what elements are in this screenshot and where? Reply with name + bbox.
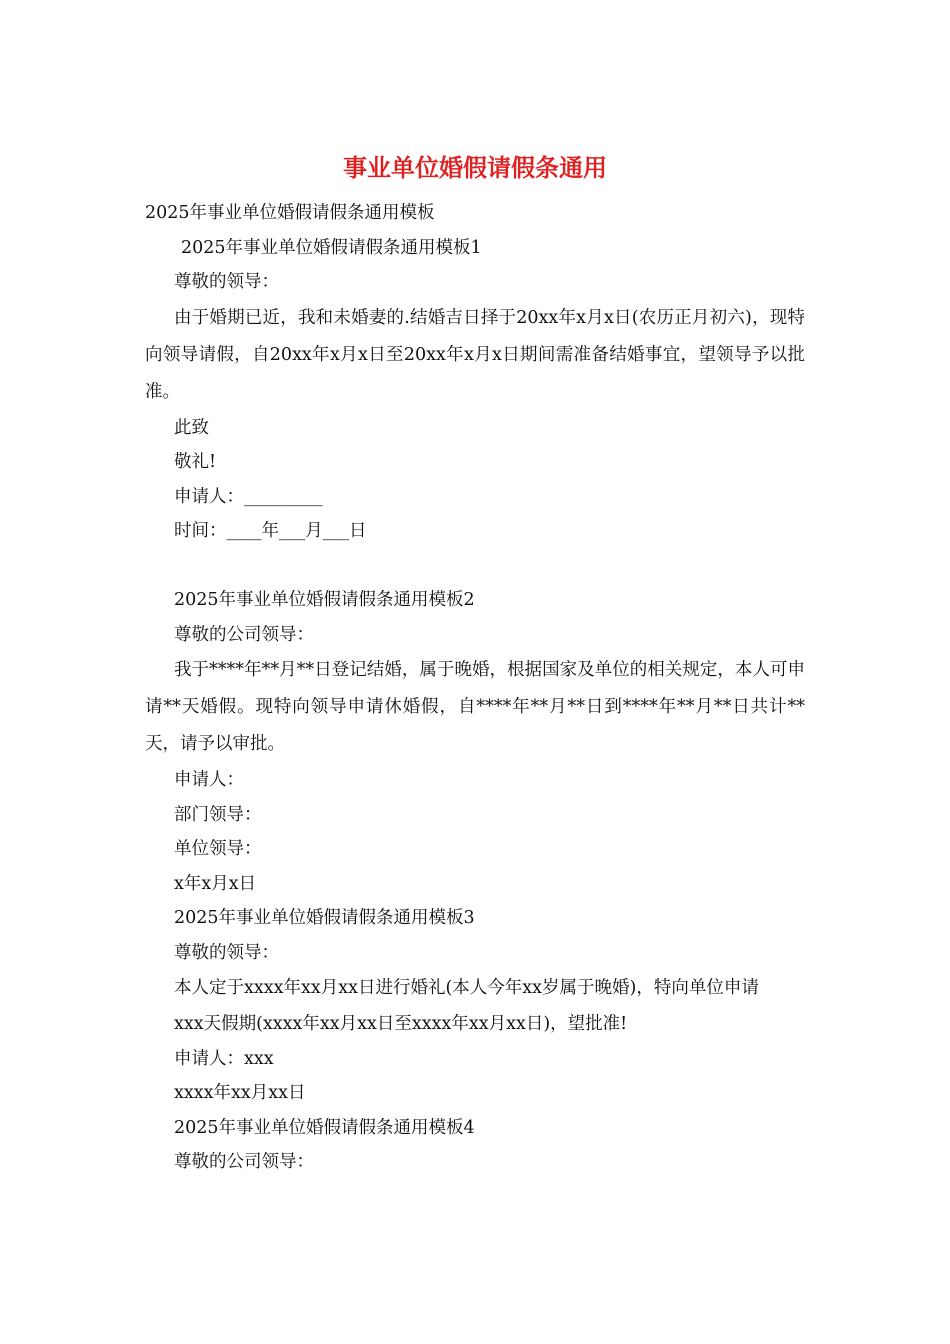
- template-4-salutation: 尊敬的公司领导：: [174, 1152, 314, 1172]
- template-1: [145, 231, 805, 549]
- template-2-dept-leader: 部门领导：: [174, 804, 262, 825]
- document-title: 事业单位婚假请假条通用: [343, 153, 607, 182]
- blank-line: [145, 549, 805, 584]
- template-1-applicant: 申请人：_________: [174, 486, 323, 507]
- template-2-heading: 2025年事业单位婚假请假条通用模板2: [174, 590, 475, 610]
- template-3-body: 本人定于xxxx年xx月xx日进行婚礼(本人今年xx岁属于晚婚)，特向单位申请: [174, 978, 759, 998]
- template-3-body-2: xxx天假期(xxxx年xx月xx日至xxxx年xx月xx日)，望批准!: [174, 1014, 628, 1034]
- document-page: [145, 150, 805, 1180]
- template-4-heading: 2025年事业单位婚假请假条通用模板4: [174, 1117, 475, 1138]
- template-2: [145, 583, 805, 901]
- template-3-salutation: 尊敬的领导：: [174, 942, 279, 963]
- template-1-heading: 2025年事业单位婚假请假条通用模板1: [181, 237, 482, 258]
- template-3: [145, 901, 805, 1111]
- document-subtitle: 2025年事业单位婚假请假条通用模板: [145, 203, 435, 223]
- template-3-date: xxxx年xx月xx日: [174, 1083, 306, 1103]
- template-4: [145, 1111, 805, 1180]
- template-3-applicant: 申请人：xxx: [174, 1048, 274, 1069]
- template-2-body: 我于****年**月**日登记结婚，属于晚婚，根据国家及单位的相关规定，本人可申请**天婚假。现特向领导申请休婚假，自****年**月**日到****年**月**日共计**天，请予以审批。: [145, 660, 805, 754]
- template-2-date: x年x月x日: [174, 873, 257, 894]
- template-1-closing-1: 此致: [174, 417, 209, 438]
- template-2-salutation: 尊敬的公司领导：: [174, 624, 314, 645]
- template-1-salutation: 尊敬的领导：: [174, 272, 279, 292]
- template-1-closing-2: 敬礼!: [174, 452, 217, 472]
- template-3-heading: 2025年事业单位婚假请假条通用模板3: [174, 908, 475, 928]
- template-1-time: 时间：____年___月___日: [174, 521, 367, 541]
- template-2-unit-leader: 单位领导：: [174, 839, 262, 859]
- template-2-applicant: 申请人：: [174, 770, 244, 790]
- template-1-body: 由于婚期已近，我和未婚妻的.结婚吉日择于20xx年x月x日(农历正月初六)，现特向领导请假，自20xx年x月x日至20xx年x月x日期间需准备结婚事宜，望领导予以批准。: [145, 307, 805, 402]
